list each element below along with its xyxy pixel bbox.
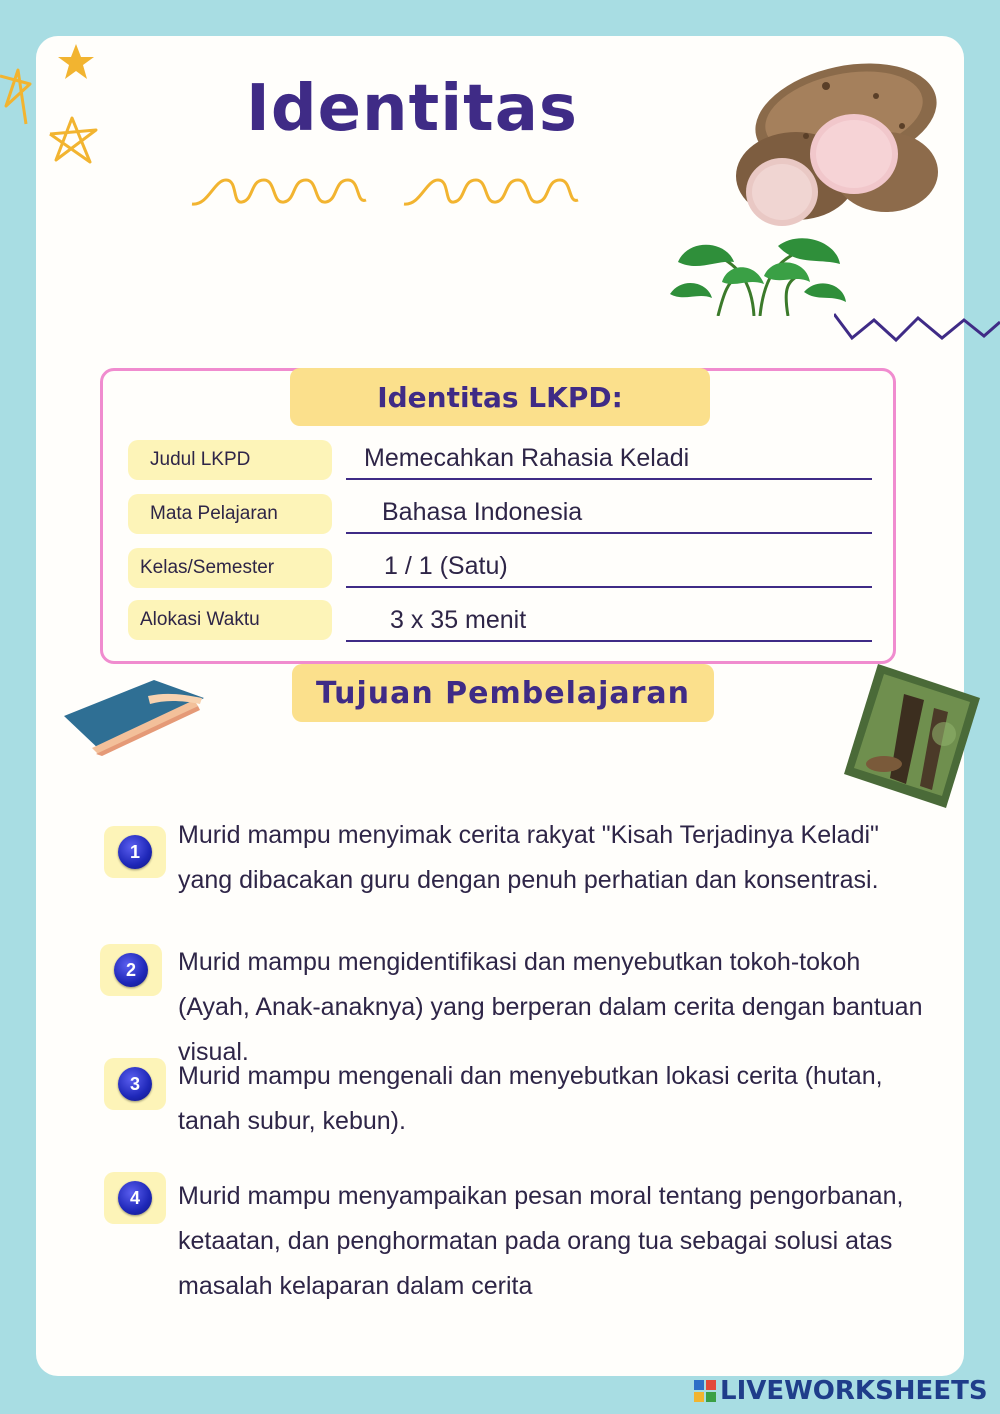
book-icon [62, 672, 206, 758]
objective-badge-2 [100, 944, 162, 996]
objective-text-2: Murid mampu mengidentifikasi dan menyebutkan tokoh-tokoh (Ayah, Anak-anaknya) yang berperan dalam cerita dengan bantuan visual. [178, 948, 923, 1066]
liveworksheets-brand[interactable] [694, 1376, 994, 1406]
star-outline-icon [44, 114, 102, 166]
objective-text-3: Murid mampu mengenali dan menyebutkan lokasi cerita (hutan, tanah subur, kebun). [178, 1062, 883, 1135]
objective-text-1: Murid mampu menyimak cerita rakyat "Kisah Terjadinya Keladi" yang dibacakan guru dengan penuh perhatian dan konsentrasi. [178, 821, 879, 894]
label-judul: Judul LKPD [128, 440, 332, 480]
label-alokasi-waktu: Alokasi Waktu [128, 600, 332, 640]
number-4-icon: 4 [118, 1181, 152, 1215]
identitas-heading: Identitas LKPD: [290, 368, 710, 426]
forest-illustration [844, 664, 980, 808]
value-kelas-semester[interactable]: 1 / 1 (Satu) [346, 546, 872, 588]
taro-leaves-illustration [668, 232, 848, 316]
objective-badge-1 [104, 826, 166, 878]
page-title: Identitas [246, 72, 578, 146]
value-judul[interactable]: Memecahkan Rahasia Keladi [346, 438, 872, 480]
label-mata-pelajaran: Mata Pelajaran [128, 494, 332, 534]
star-outline-icon [0, 66, 34, 130]
tujuan-heading: Tujuan Pembelajaran [292, 664, 714, 722]
taro-illustration [726, 56, 946, 236]
number-1-icon: 1 [118, 835, 152, 869]
number-3-icon: 3 [118, 1067, 152, 1101]
star-icon [56, 42, 96, 82]
brand-text: LIVEWORKSHEETS [720, 1376, 988, 1406]
label-kelas-semester: Kelas/Semester [128, 548, 332, 588]
objective-text-4: Murid mampu menyampaikan pesan moral tentang pengorbanan, ketaatan, dan penghormatan pada orang tua sebagai solusi atas masalah kelaparan dalam cerita [178, 1182, 904, 1300]
objective-badge-3 [104, 1058, 166, 1110]
zigzag-decoration [834, 308, 1000, 348]
squiggle-decoration [188, 166, 588, 214]
value-mata-pelajaran[interactable]: Bahasa Indonesia [346, 492, 872, 534]
value-alokasi-waktu[interactable]: 3 x 35 menit [346, 600, 872, 642]
liveworksheets-logo-icon [694, 1380, 716, 1402]
objective-badge-4 [104, 1172, 166, 1224]
number-2-icon: 2 [114, 953, 148, 987]
